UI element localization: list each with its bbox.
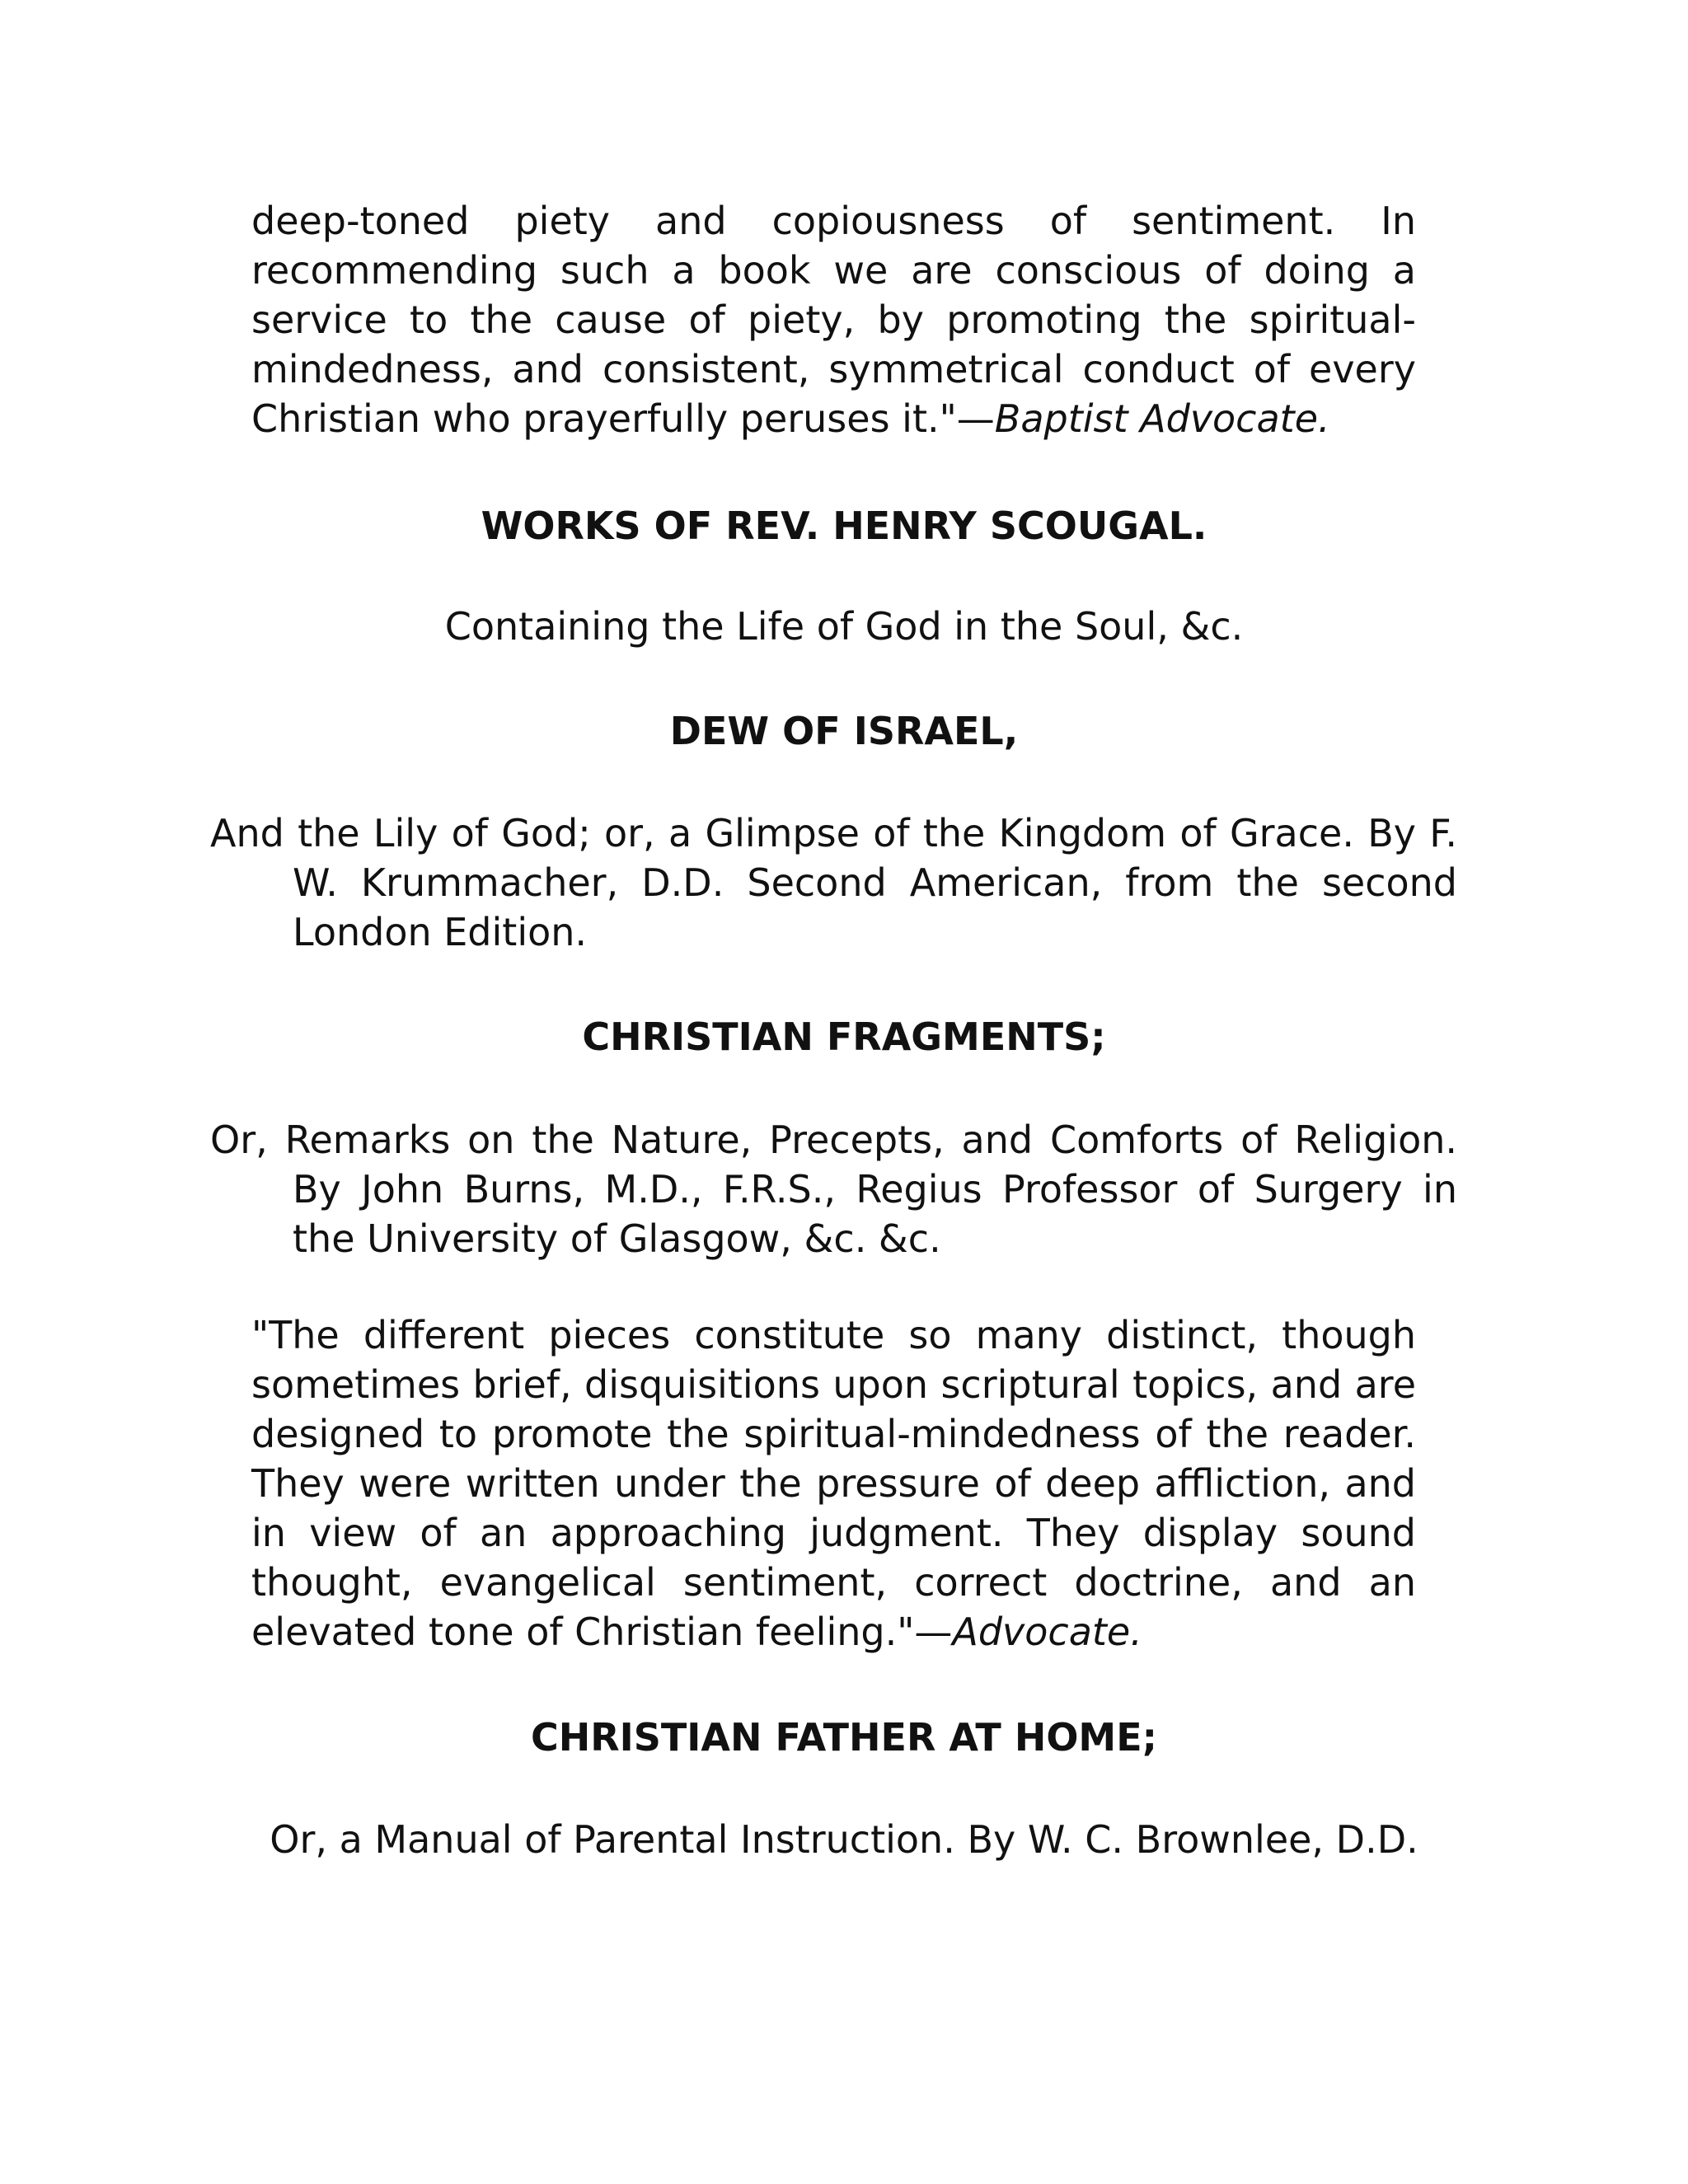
review-quote-source: Baptist Advocate. [994, 396, 1330, 441]
book-title-christian-fragments: CHRISTIAN FRAGMENTS; [582, 1015, 1106, 1059]
book-title-scougal: WORKS OF REV. HENRY SCOUGAL. [481, 504, 1207, 548]
book-description-christian-fragments: Or, Remarks on the Nature, Precepts, and Comforts of Religion. By John Burns, M.D., F.R.S., Regius Professor of Surgery in the University of Glasgow, &c. &c. [210, 1118, 1457, 1261]
review-quote-text: deep-toned piety and copiousness of sentiment. In recommending such a book we are conscious of doing a service to the cause of piety, by promoting the spiritual-mindedness, and consistent, symmetrical conduct of every Christian who prayerfully peruses it."— [251, 199, 1416, 441]
book-title-dew-of-israel: DEW OF ISRAEL, [669, 709, 1019, 753]
review-quote-text: "The different pieces constitute so many distinct, though sometimes brief, disquisitions upon scriptural topics, and are designed to promote the spiritual-mindedness of the reader. They were written under the pressure of deep affliction, and in view of an approaching judgment. They display sound thought, evangelical sentiment, correct doctrine, and an elevated tone of Christian feeling."— [251, 1313, 1416, 1654]
book-subtitle-scougal: Containing the Life of God in the Soul, &c. [444, 604, 1244, 649]
book-description-dew-of-israel: And the Lily of God; or, a Glimpse of the Kingdom of Grace. By F. W. Krummacher, D.D. Second American, from the second London Edition. [210, 811, 1457, 954]
book-subtitle-christian-father: Or, a Manual of Parental Instruction. By W. C. Brownlee, D.D. [270, 1817, 1418, 1862]
review-quote-source: Advocate. [952, 1610, 1142, 1654]
review-quote-baptist-advocate [251, 196, 1416, 443]
book-title-christian-father: CHRISTIAN FATHER AT HOME; [530, 1715, 1158, 1760]
review-quote-advocate [251, 1310, 1416, 1657]
